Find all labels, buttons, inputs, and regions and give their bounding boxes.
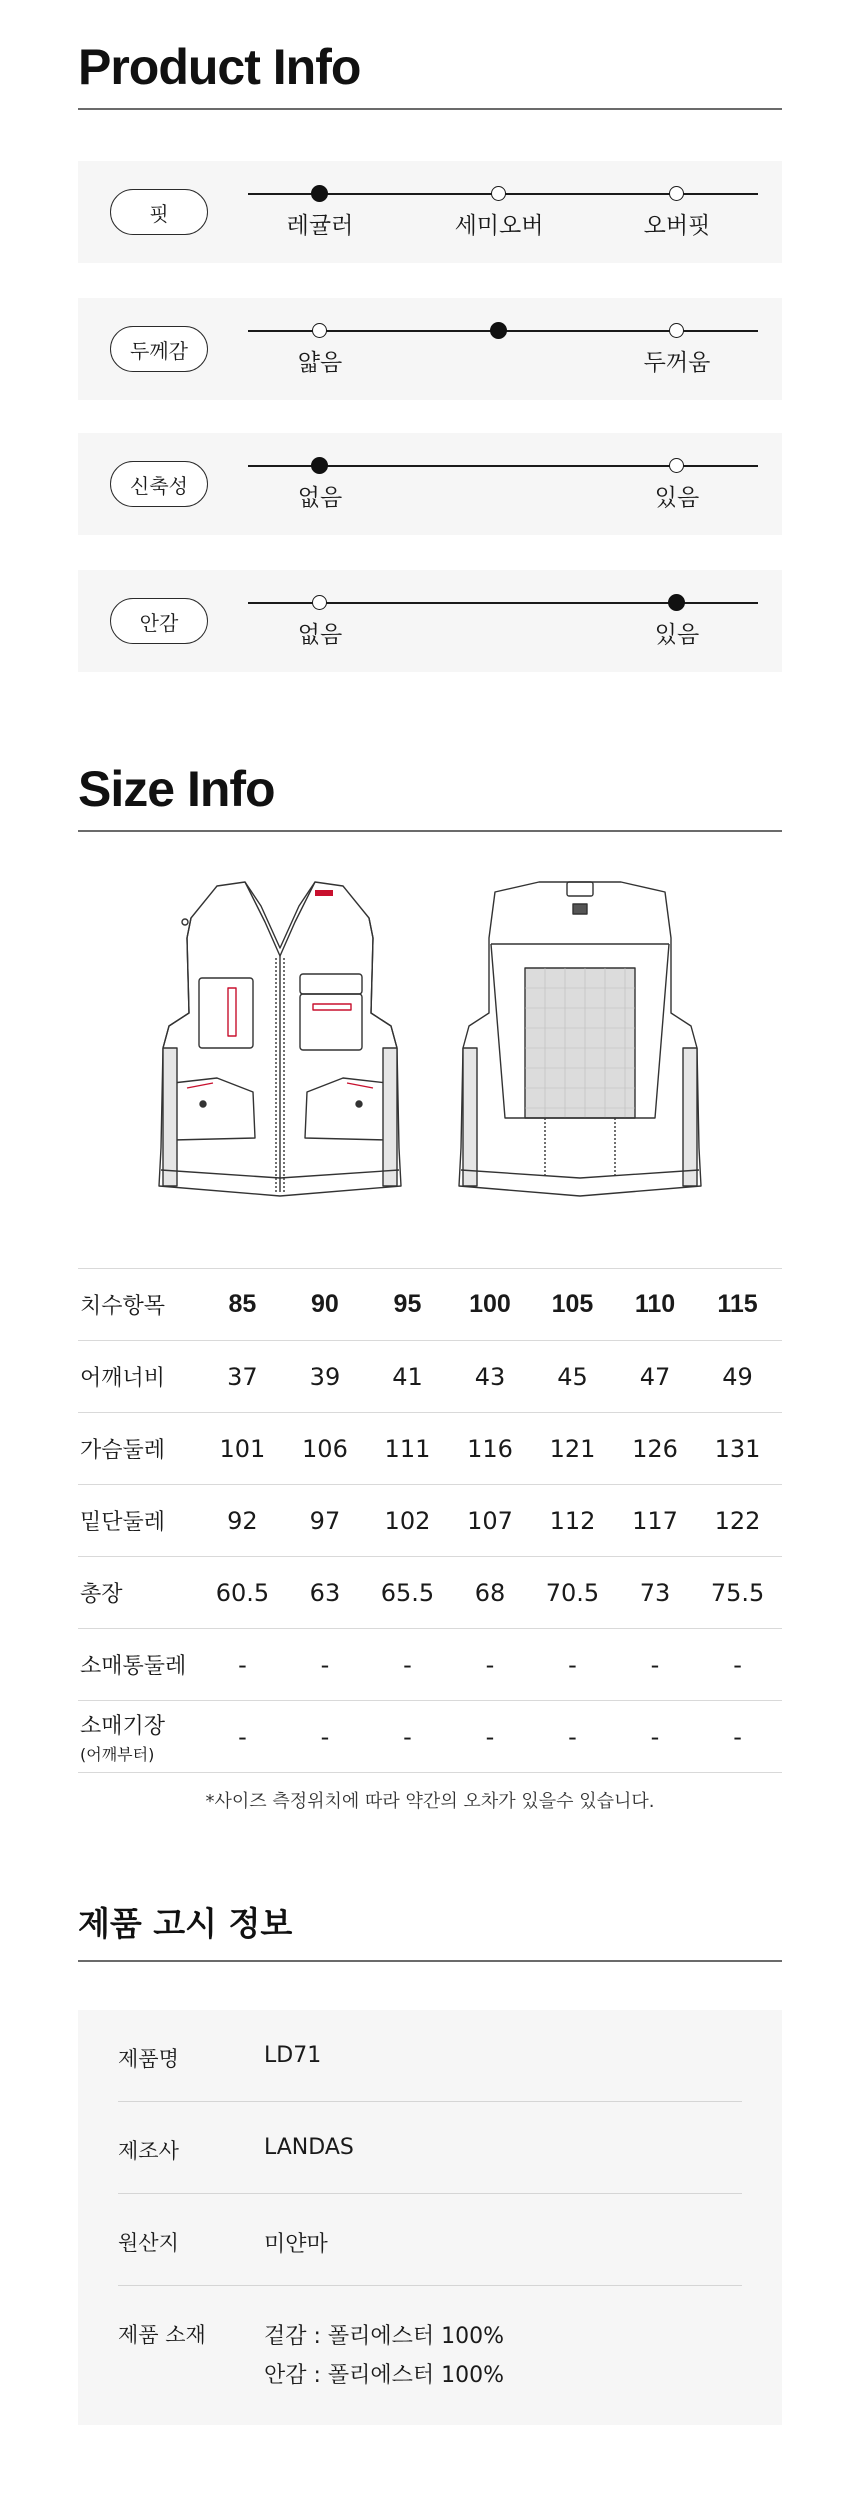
- title-divider: [78, 108, 782, 110]
- table-cell: 45: [528, 1341, 617, 1413]
- scale-dot: [669, 458, 684, 473]
- table-cell: 70.5: [528, 1557, 617, 1629]
- table-cell: 121: [528, 1413, 617, 1485]
- attribute-row-lining: [78, 570, 782, 672]
- size-header-cell: 치수항목: [78, 1269, 198, 1341]
- notice-label: 원산지: [118, 2231, 179, 2255]
- row-label: 어깨너비: [78, 1341, 198, 1413]
- table-row: [78, 1413, 782, 1485]
- scale-dot-selected: [311, 457, 328, 474]
- size-info-title: Size Info: [78, 761, 275, 817]
- table-cell: -: [452, 1701, 528, 1773]
- product-info-title: Product Info: [78, 39, 361, 95]
- scale-dot: [669, 323, 684, 338]
- attribute-label-pill: 신축성: [110, 461, 208, 507]
- notice-row: [118, 2010, 742, 2102]
- notice-panel: [78, 2010, 782, 2425]
- title-divider: [78, 830, 782, 832]
- table-cell: -: [363, 1629, 452, 1701]
- notice-value-2: 안감 : 폴리에스터 100%: [264, 2363, 505, 2388]
- scale-label: 없음: [297, 622, 343, 648]
- table-cell: 117: [617, 1485, 693, 1557]
- scale-dot: [312, 323, 327, 338]
- title-divider: [78, 1960, 782, 1962]
- scale-label: 오버핏: [643, 213, 711, 239]
- table-row: [78, 1557, 782, 1629]
- table-cell: -: [617, 1629, 693, 1701]
- table-cell: -: [617, 1701, 693, 1773]
- row-label: [78, 1701, 198, 1773]
- table-cell: 131: [693, 1413, 782, 1485]
- size-header-cell: 105: [528, 1269, 617, 1341]
- table-cell: -: [287, 1629, 363, 1701]
- table-cell: 106: [287, 1413, 363, 1485]
- notice-row: [118, 2194, 742, 2286]
- table-cell: 43: [452, 1341, 528, 1413]
- table-cell: -: [198, 1701, 287, 1773]
- table-cell: 63: [287, 1557, 363, 1629]
- row-label: 소매통둘레: [78, 1629, 198, 1701]
- notice-label: 제조사: [118, 2139, 179, 2163]
- row-sublabel: (어깨부터): [80, 1744, 155, 1764]
- attribute-label-pill: 핏: [110, 189, 208, 235]
- table-cell: 126: [617, 1413, 693, 1485]
- table-cell: 47: [617, 1341, 693, 1413]
- table-cell: 49: [693, 1341, 782, 1413]
- table-cell: -: [452, 1629, 528, 1701]
- size-header-cell: 115: [693, 1269, 782, 1341]
- notice-label: 제품 소재: [118, 2323, 206, 2347]
- size-header-cell: 110: [617, 1269, 693, 1341]
- size-header-cell: 95: [363, 1269, 452, 1341]
- table-row: [78, 1485, 782, 1557]
- attribute-row-thickness: [78, 298, 782, 400]
- table-cell: 37: [198, 1341, 287, 1413]
- attribute-row-fit: [78, 161, 782, 263]
- notice-value: 겉감 : 폴리에스터 100%: [264, 2324, 505, 2349]
- notice-value: LANDAS: [264, 2135, 354, 2160]
- table-cell: -: [693, 1701, 782, 1773]
- scale-dot: [312, 595, 327, 610]
- table-cell: 39: [287, 1341, 363, 1413]
- table-row: [78, 1629, 782, 1701]
- table-cell: 73: [617, 1557, 693, 1629]
- table-cell: 112: [528, 1485, 617, 1557]
- measurement-note: *사이즈 측정위치에 따라 약간의 오차가 있을수 있습니다.: [205, 1791, 655, 1812]
- table-cell: 102: [363, 1485, 452, 1557]
- row-label: 총장: [78, 1557, 198, 1629]
- notice-title: 제품 고시 정보: [78, 1904, 293, 1943]
- size-header-cell: 90: [287, 1269, 363, 1341]
- table-row: [78, 1701, 782, 1773]
- notice-value: LD71: [264, 2043, 322, 2068]
- size-table-header-row: [78, 1269, 782, 1341]
- table-cell: 68: [452, 1557, 528, 1629]
- scale-label: 있음: [654, 485, 700, 511]
- table-cell: -: [693, 1629, 782, 1701]
- table-row: [78, 1341, 782, 1413]
- scale-dot-selected: [490, 322, 507, 339]
- scale-label: 레귤러: [286, 213, 354, 239]
- table-cell: 111: [363, 1413, 452, 1485]
- table-cell: 60.5: [198, 1557, 287, 1629]
- table-cell: 92: [198, 1485, 287, 1557]
- table-cell: 107: [452, 1485, 528, 1557]
- table-cell: -: [198, 1629, 287, 1701]
- notice-label: 제품명: [118, 2047, 179, 2071]
- table-cell: -: [528, 1701, 617, 1773]
- size-header-cell: 85: [198, 1269, 287, 1341]
- row-label: 밑단둘레: [78, 1485, 198, 1557]
- scale-label: 세미오버: [454, 213, 544, 239]
- scale-label: 얇음: [297, 350, 343, 376]
- scale-label: 두꺼움: [643, 350, 711, 376]
- vest-back-illustration: [455, 878, 705, 1198]
- table-cell: -: [363, 1701, 452, 1773]
- notice-value: 미얀마: [264, 2232, 328, 2257]
- scale-dot: [491, 186, 506, 201]
- attribute-label-pill: 두께감: [110, 326, 208, 372]
- notice-row: [118, 2286, 742, 2426]
- scale-dot: [669, 186, 684, 201]
- vest-front-illustration: [155, 878, 405, 1198]
- table-cell: 122: [693, 1485, 782, 1557]
- table-cell: 101: [198, 1413, 287, 1485]
- table-cell: 75.5: [693, 1557, 782, 1629]
- scale-dot-selected: [311, 185, 328, 202]
- table-cell: -: [528, 1629, 617, 1701]
- table-cell: 116: [452, 1413, 528, 1485]
- size-table: [78, 1268, 782, 1773]
- scale-label: 없음: [297, 485, 343, 511]
- row-label: 가슴둘레: [78, 1413, 198, 1485]
- table-cell: 65.5: [363, 1557, 452, 1629]
- scale-label: 있음: [654, 622, 700, 648]
- notice-row: [118, 2102, 742, 2194]
- attribute-row-stretch: [78, 433, 782, 535]
- table-cell: 97: [287, 1485, 363, 1557]
- scale-dot-selected: [668, 594, 685, 611]
- attribute-label-pill: 안감: [110, 598, 208, 644]
- table-cell: 41: [363, 1341, 452, 1413]
- table-cell: -: [287, 1701, 363, 1773]
- row-label-main: 소매기장: [80, 1713, 166, 1739]
- size-header-cell: 100: [452, 1269, 528, 1341]
